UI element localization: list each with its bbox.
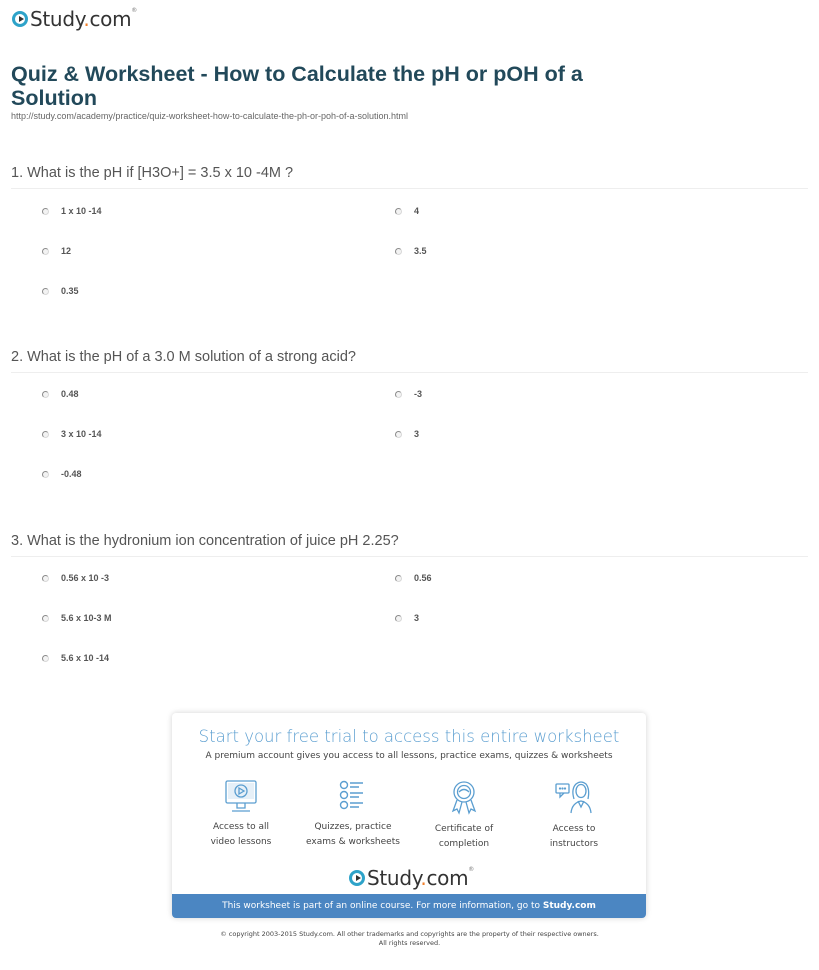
- answer-option[interactable]: 1 x 10 -14: [42, 206, 102, 216]
- answer-option[interactable]: -3: [395, 389, 422, 399]
- answer-option[interactable]: 5.6 x 10 -14: [42, 653, 109, 663]
- answer-option[interactable]: 4: [395, 206, 419, 216]
- radio-button[interactable]: [395, 575, 402, 582]
- play-circle-icon: [349, 870, 365, 886]
- logo-text: Study.com®: [30, 7, 137, 31]
- answer-option[interactable]: 0.48: [42, 389, 79, 399]
- study-logo[interactable]: [349, 866, 474, 890]
- feature-label: Quizzes, practice exams & worksheets: [306, 822, 400, 847]
- study-logo[interactable]: [12, 7, 137, 31]
- instructor-chat-icon: [554, 779, 594, 815]
- free-trial-promo[interactable]: [172, 713, 646, 918]
- answer-option[interactable]: 12: [42, 246, 71, 256]
- feature-label: Access to instructors: [549, 824, 599, 849]
- feature-quizzes: [294, 779, 412, 849]
- promo-subheading: A premium account gives you access to all lessons, practice exams, quizzes & worksheets: [205, 751, 613, 761]
- radio-button[interactable]: [395, 248, 402, 255]
- radio-button[interactable]: [42, 208, 49, 215]
- radio-button[interactable]: [42, 391, 49, 398]
- radio-button[interactable]: [395, 391, 402, 398]
- radio-button[interactable]: [42, 615, 49, 622]
- answer-option[interactable]: 3: [395, 429, 419, 439]
- radio-button[interactable]: [42, 288, 49, 295]
- feature-list: [172, 779, 646, 859]
- play-circle-icon: [12, 11, 28, 27]
- radio-button[interactable]: [395, 431, 402, 438]
- answer-option[interactable]: 3.5: [395, 246, 427, 256]
- copyright: © copyright 2003-2015 Study.com. All other trademarks and copyrights are the property of their respective owners. All rights reserved.: [220, 930, 599, 947]
- answer-option[interactable]: 5.6 x 10-3 M: [42, 613, 112, 623]
- divider: [11, 188, 808, 189]
- logo-text: Study.com®: [367, 866, 474, 890]
- divider: [11, 372, 808, 373]
- radio-button[interactable]: [42, 431, 49, 438]
- radio-button[interactable]: [42, 655, 49, 662]
- divider: [11, 556, 808, 557]
- question-text: 3. What is the hydronium ion concentration of juice pH 2.25?: [11, 533, 399, 549]
- answer-option[interactable]: 0.56 x 10 -3: [42, 573, 109, 583]
- answer-option[interactable]: 0.35: [42, 286, 79, 296]
- answer-option[interactable]: 0.56: [395, 573, 432, 583]
- answer-option[interactable]: 3: [395, 613, 419, 623]
- radio-button[interactable]: [42, 575, 49, 582]
- feature-video-lessons: [182, 779, 300, 849]
- question-text: 2. What is the pH of a 3.0 M solution of a strong acid?: [11, 349, 356, 365]
- answer-option[interactable]: 3 x 10 -14: [42, 429, 102, 439]
- video-monitor-icon: [223, 779, 259, 813]
- page-url: http://study.com/academy/practice/quiz-worksheet-how-to-calculate-the-ph-or-poh-of-a-solution.html: [11, 111, 409, 121]
- feature-instructors: [515, 779, 633, 851]
- feature-certificate: [405, 779, 523, 851]
- feature-label: Certificate of completion: [434, 824, 494, 849]
- promo-heading: Start your free trial to access this entire worksheet: [198, 727, 620, 746]
- page-title: Quiz & Worksheet - How to Calculate the pH or pOH of a Solution: [11, 62, 583, 110]
- quiz-list-icon: [335, 779, 371, 813]
- radio-button[interactable]: [395, 615, 402, 622]
- answer-option[interactable]: -0.48: [42, 469, 82, 479]
- study-link[interactable]: Study.com: [542, 901, 596, 911]
- radio-button[interactable]: [42, 471, 49, 478]
- question-text: 1. What is the pH if [H3O+] = 3.5 x 10 -4M ?: [11, 165, 294, 181]
- radio-button[interactable]: [395, 208, 402, 215]
- course-info-bar: This worksheet is part of an online course. For more information, go to Study.com: [172, 894, 646, 918]
- feature-label: Access to all video lessons: [210, 822, 272, 847]
- certificate-ribbon-icon: [446, 779, 482, 815]
- radio-button[interactable]: [42, 248, 49, 255]
